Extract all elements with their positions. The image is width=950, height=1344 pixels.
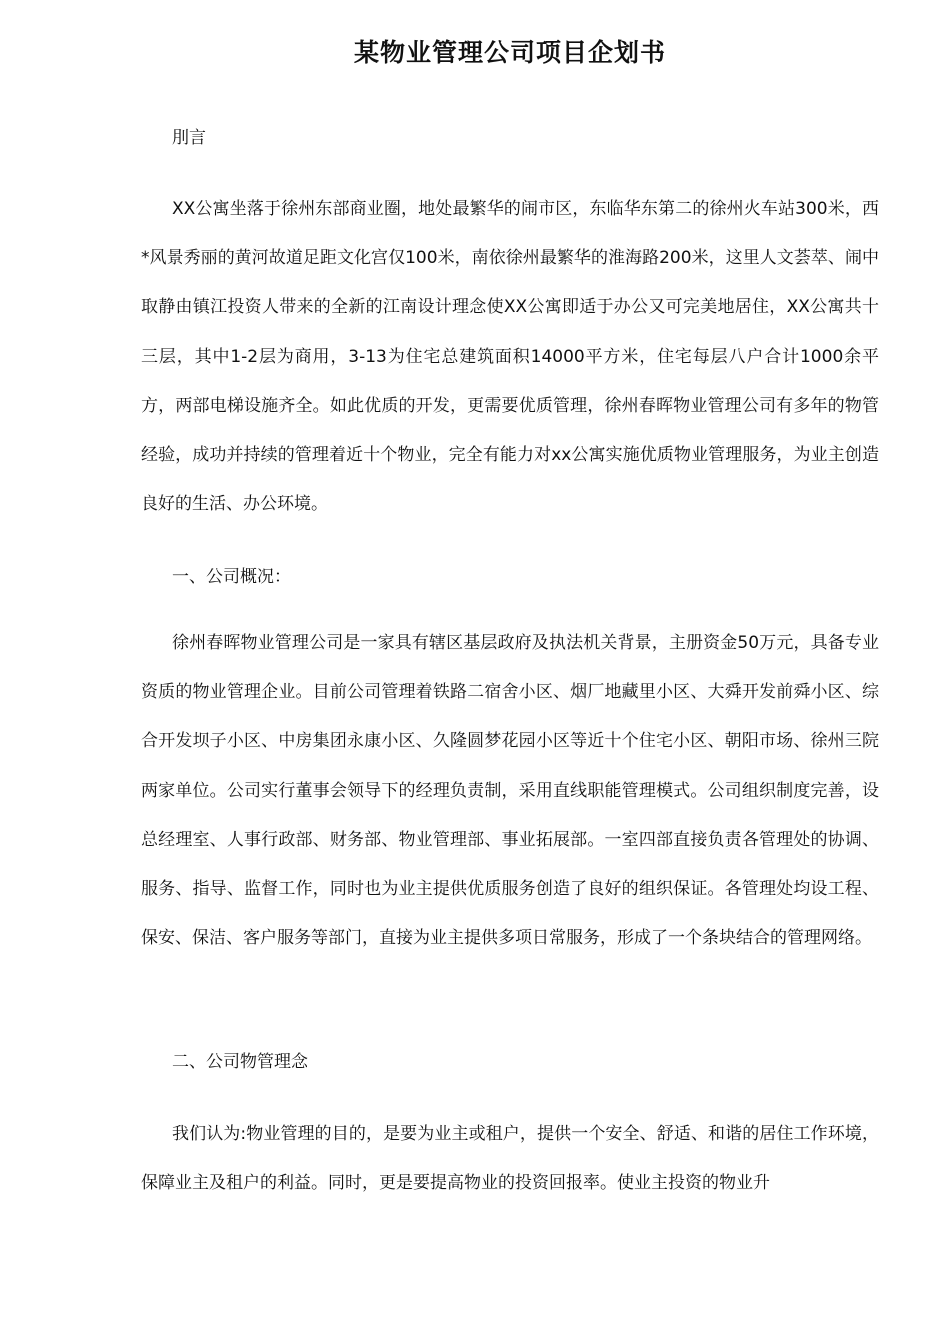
preface-heading: 刖言 — [172, 128, 206, 148]
section-2-paragraph: 我们认为:物业管理的目的，是要为业主或租户，提供一个安全、舒适、和谐的居住工作环境，保障业主及租户的利益。同时，更是要提高物业的投资回报率。使业主投资的物业升 — [141, 1124, 879, 1194]
section-2-heading: 二、公司物管理念 — [172, 1052, 308, 1072]
section-1-heading: 一、公司概况： — [172, 567, 291, 587]
document-title: 某物业管理公司项目企划书 — [353, 38, 666, 67]
section-1-paragraph: 徐州春晖物业管理公司是一家具有辖区基层政府及执法机关背景，主册资金50万元，具备专业资质的物业管理企业。目前公司管理着铁路二宿舍小区、烟厂地藏里小区、大舜开发前舜小区、综合开发坝子小区、中房集团永康小区、久隆圆梦花园小区等近十个住宅小区、朝阳市场、徐州三院两家单位。公司实行董事会领导下的经理负责制，采用直线职能管理模式。公司组织制度完善，设总经理室、人事行政部、财务部、物业管理部、事业拓展部。一室四部直接负责各管理处的协调、服务、指导、监督工作，同时也为业主提供优质服务创造了良好的组织保证。各管理处均设工程、保安、保洁、客户服务等部门，直接为业主提供多项日常服务，形成了一个条块结合的管理网络。 — [141, 633, 879, 949]
preface-paragraph: XX公寓坐落于徐州东部商业圈，地处最繁华的闹市区，东临华东第二的徐州火车站300米，西*风景秀丽的黄河故道足距文化宫仅100米，南依徐州最繁华的淮海路200米，这里人文荟萃、闹中取静由镇江投资人带来的全新的江南设计理念使XX公寓即适于办公又可完美地居住，XX公寓共十三层，其中1-2层为商用，3-13为住宅总建筑面积14000平方米，住宅每层八户合计1000余平方，两部电梯设施齐全。如此优质的开发，更需要优质管理，徐州春晖物业管理公司有多年的物管经验，成功并持续的管理着近十个物业，完全有能力对xx公寓实施优质物业管理服务，为业主创造良好的生活、办公环境。 — [141, 199, 879, 515]
